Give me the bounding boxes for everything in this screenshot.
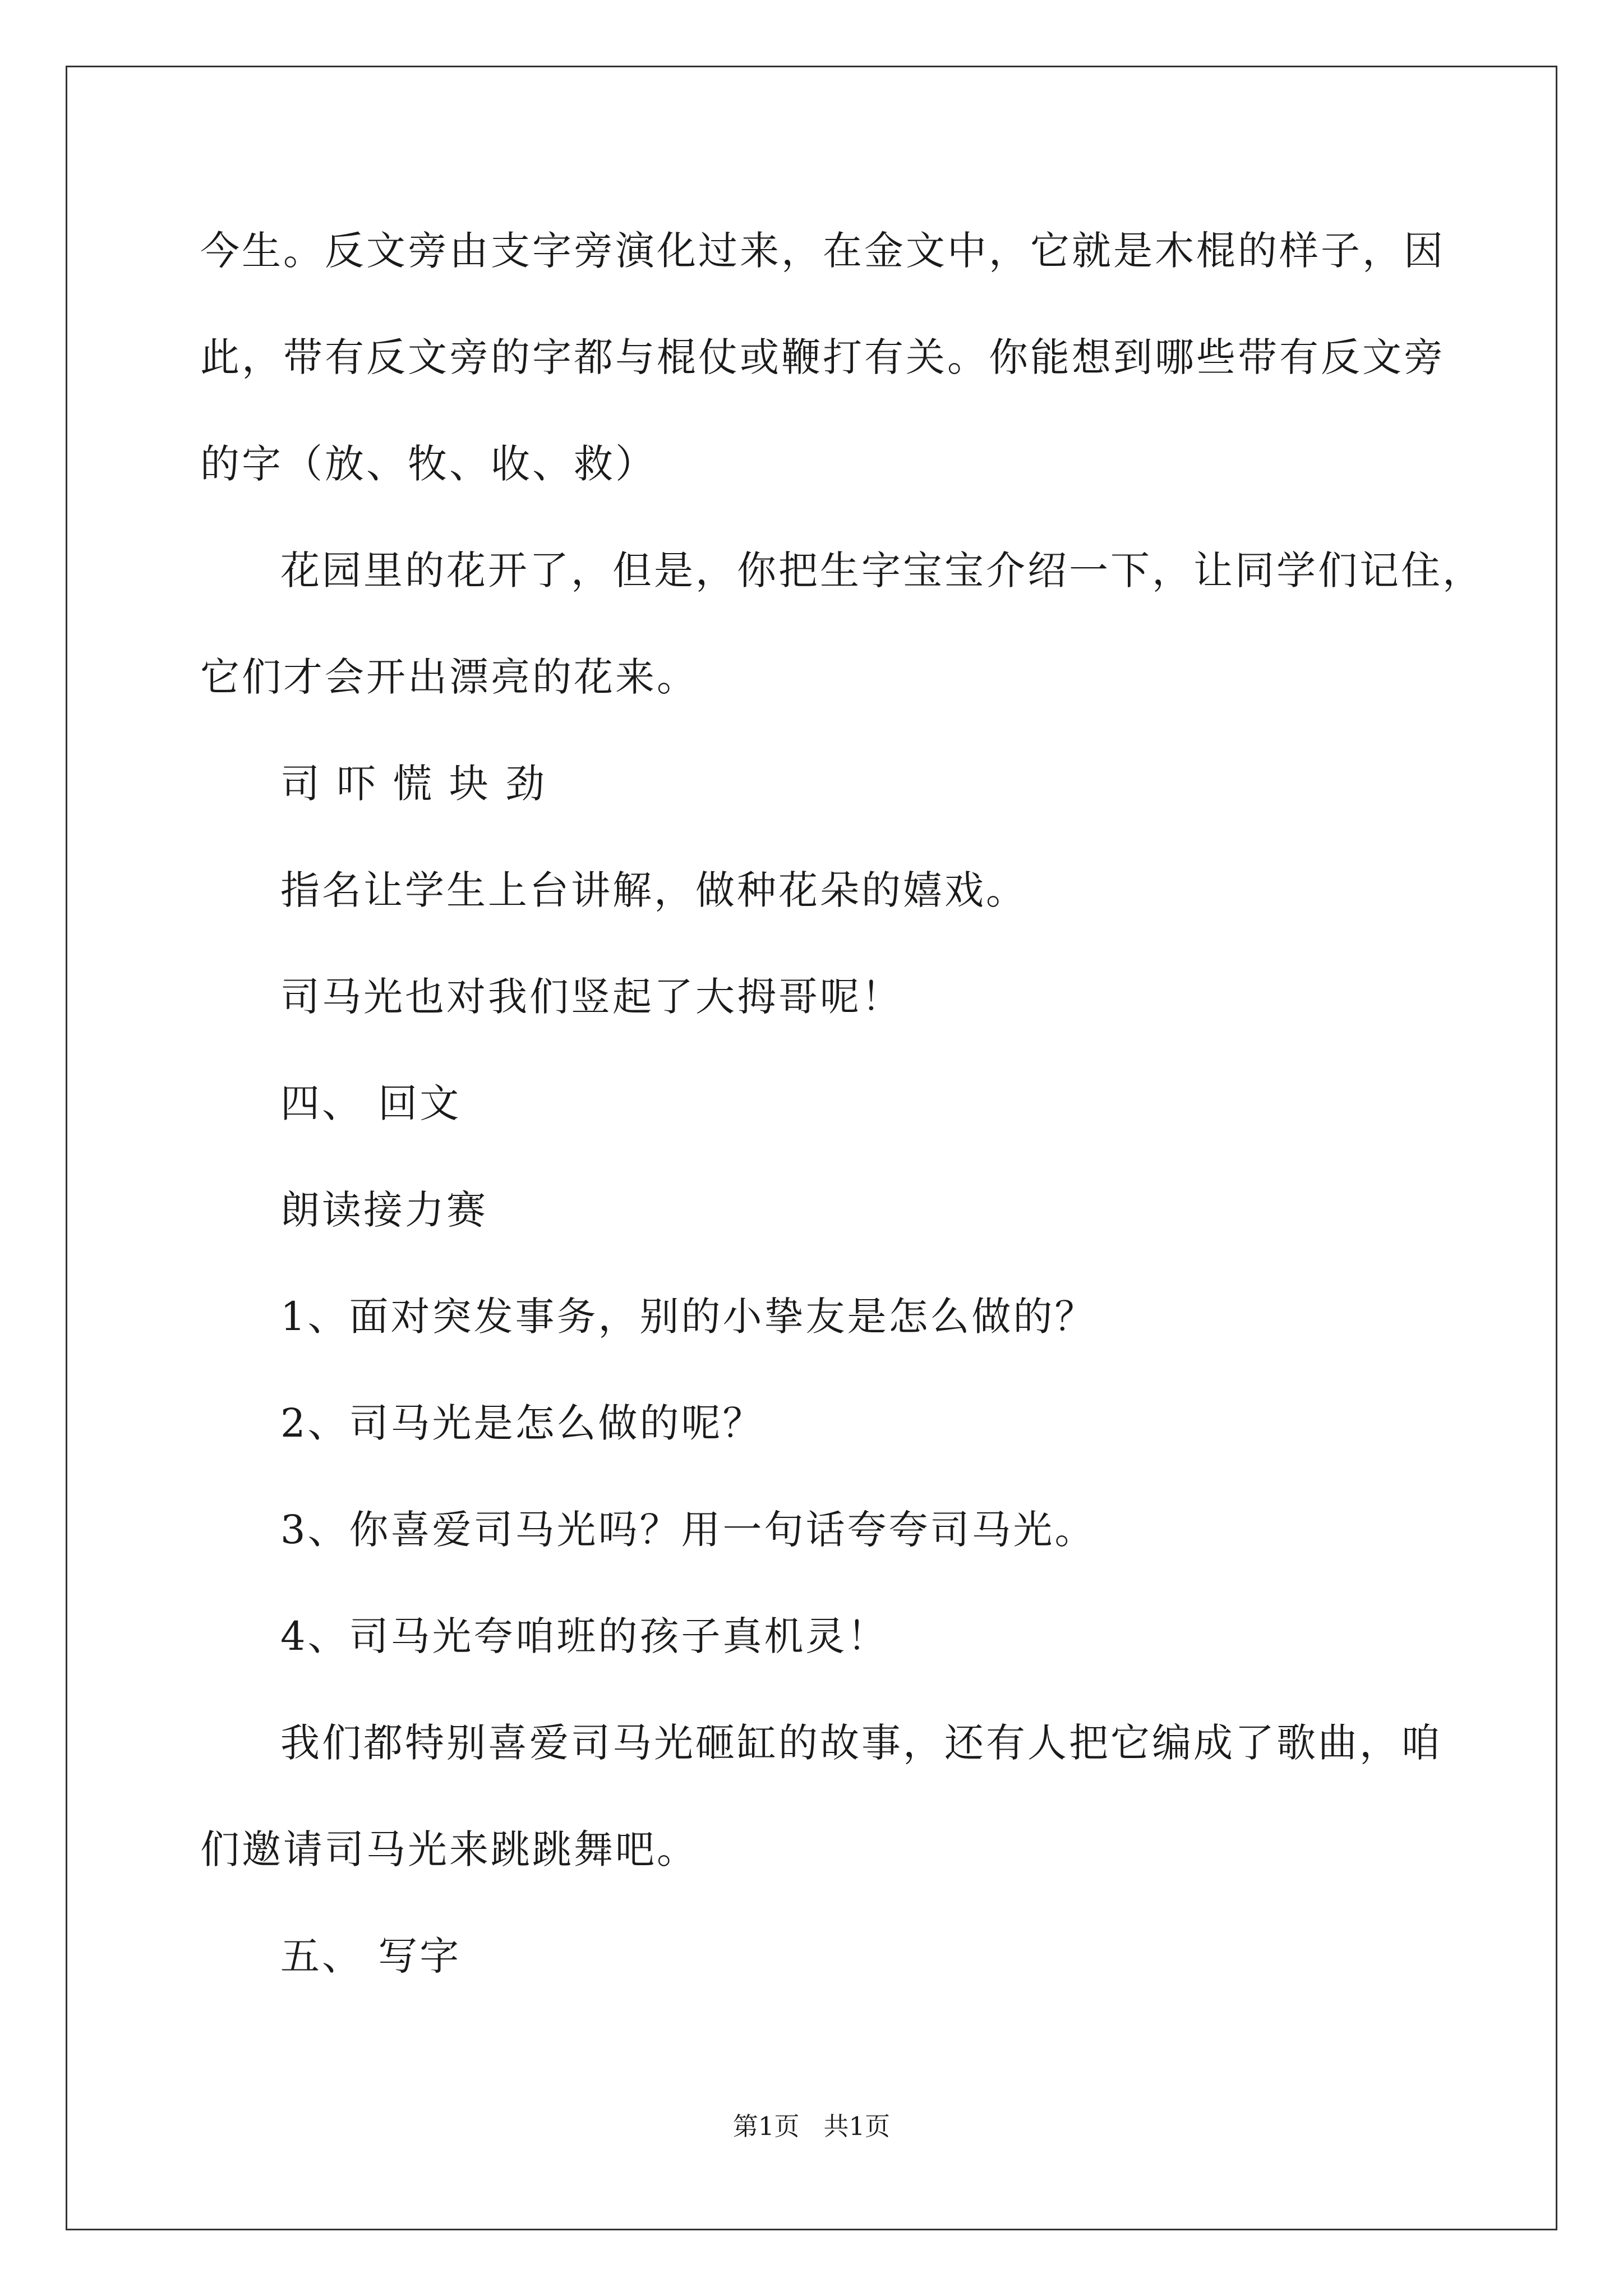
- page-footer: 第1页 共1页: [732, 2111, 891, 2141]
- text-line-17: 五、 写字: [280, 1933, 462, 1979]
- text-line-15: 我们都特别喜爱司马光砸缸的故事，还有人把它编成了歌曲，咱: [280, 1720, 1442, 1766]
- text-line-8: 司马光也对我们竖起了大拇哥呢！: [280, 974, 903, 1020]
- text-line-9: 四、 回文: [280, 1080, 462, 1126]
- text-line-3: 的字（放、牧、收、救）: [200, 441, 657, 487]
- text-line-5: 它们才会开出漂亮的花来。: [200, 654, 698, 700]
- text-line-7: 指名让学生上台讲解，做种花朵的嬉戏。: [280, 867, 1027, 913]
- text-line-11: 1、面对突发事务，别的小挚友是怎么做的？: [280, 1294, 1096, 1340]
- page-border: [66, 66, 1557, 2230]
- text-line-13: 3、你喜爱司马光吗？用一句话夸夸司马光。: [280, 1507, 1096, 1553]
- text-line-10: 朗读接力赛: [280, 1187, 488, 1233]
- text-line-4: 花园里的花开了，但是，你把生字宝宝介绍一下，让同学们记住，: [280, 547, 1484, 593]
- text-line-2: 此，带有反文旁的字都与棍仗或鞭打有关。你能想到哪些带有反文旁: [200, 334, 1445, 380]
- text-line-12: 2、司马光是怎么做的呢？: [280, 1400, 764, 1446]
- text-line-14: 4、司马光夸咱班的孩子真机灵！: [280, 1613, 889, 1659]
- text-line-6: 司 吓 慌 块 劲: [280, 761, 547, 807]
- text-line-16: 们邀请司马光来跳跳舞吧。: [200, 1826, 698, 1872]
- text-line-1: 今生。反文旁由支字旁演化过来，在金文中，它就是木棍的样子，因: [200, 228, 1445, 274]
